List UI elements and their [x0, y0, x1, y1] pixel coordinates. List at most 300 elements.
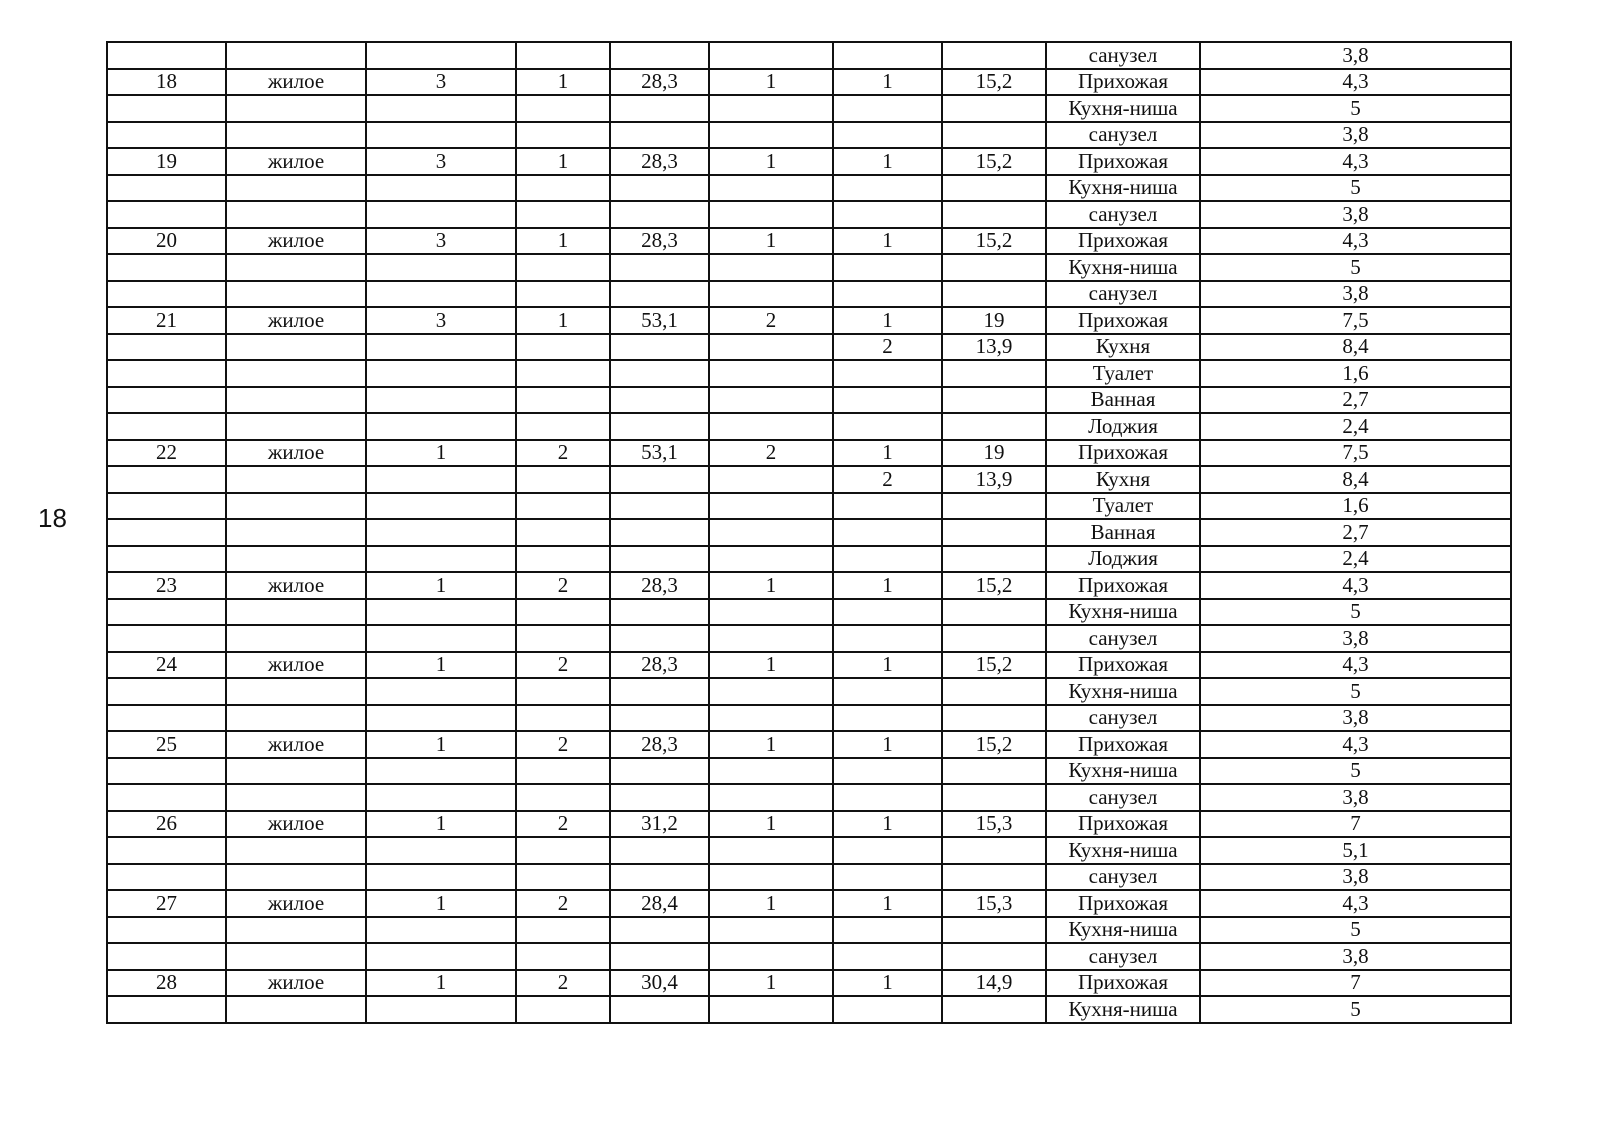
cell-apt-no — [107, 519, 226, 546]
cell-floor: 2 — [516, 652, 610, 679]
cell-aux-room-area: 5 — [1200, 917, 1511, 944]
cell-room-area: 15,2 — [942, 572, 1046, 599]
cell-aux-room-area: 4,3 — [1200, 69, 1511, 96]
cell-apt-no — [107, 254, 226, 281]
cell-apt-no — [107, 466, 226, 493]
cell-floor: 2 — [516, 440, 610, 467]
cell-total-area — [610, 42, 709, 69]
cell-aux-room-area: 2,4 — [1200, 546, 1511, 573]
cell-rooms-count: 1 — [709, 890, 833, 917]
cell-room-area — [942, 201, 1046, 228]
cell-room-no: 1 — [833, 228, 942, 255]
cell-apt-no — [107, 334, 226, 361]
cell-total-area: 28,3 — [610, 148, 709, 175]
table-row — [107, 837, 1511, 864]
cell-room-no — [833, 546, 942, 573]
cell-total-area: 28,4 — [610, 890, 709, 917]
cell-room-no: 1 — [833, 970, 942, 997]
table-row — [107, 599, 1511, 626]
cell-section — [366, 625, 516, 652]
cell-purpose: жилое — [226, 307, 366, 334]
cell-floor: 2 — [516, 572, 610, 599]
cell-aux-room-area: 5 — [1200, 599, 1511, 626]
cell-total-area — [610, 281, 709, 308]
cell-floor — [516, 943, 610, 970]
cell-floor — [516, 837, 610, 864]
table-row — [107, 917, 1511, 944]
table-row — [107, 678, 1511, 705]
table-row — [107, 493, 1511, 520]
cell-purpose: жилое — [226, 970, 366, 997]
cell-room-area — [942, 42, 1046, 69]
cell-floor: 1 — [516, 69, 610, 96]
cell-floor — [516, 678, 610, 705]
cell-rooms-count — [709, 546, 833, 573]
cell-aux-room-area: 3,8 — [1200, 705, 1511, 732]
cell-aux-room-name: Кухня-ниша — [1046, 758, 1200, 785]
cell-room-no: 1 — [833, 731, 942, 758]
cell-total-area — [610, 625, 709, 652]
cell-aux-room-name: Прихожая — [1046, 148, 1200, 175]
cell-floor — [516, 784, 610, 811]
cell-total-area: 53,1 — [610, 307, 709, 334]
cell-rooms-count — [709, 599, 833, 626]
cell-room-area — [942, 864, 1046, 891]
cell-rooms-count — [709, 837, 833, 864]
cell-aux-room-name: Кухня-ниша — [1046, 837, 1200, 864]
cell-room-no — [833, 943, 942, 970]
cell-room-no — [833, 705, 942, 732]
cell-floor: 1 — [516, 307, 610, 334]
cell-total-area — [610, 334, 709, 361]
cell-purpose — [226, 996, 366, 1023]
cell-room-no: 1 — [833, 652, 942, 679]
cell-section — [366, 334, 516, 361]
cell-rooms-count — [709, 42, 833, 69]
cell-floor — [516, 42, 610, 69]
cell-section — [366, 493, 516, 520]
cell-apt-no: 25 — [107, 731, 226, 758]
cell-purpose: жилое — [226, 440, 366, 467]
cell-total-area — [610, 758, 709, 785]
cell-rooms-count — [709, 996, 833, 1023]
cell-aux-room-name: санузел — [1046, 784, 1200, 811]
cell-purpose — [226, 599, 366, 626]
cell-section: 1 — [366, 652, 516, 679]
cell-rooms-count — [709, 334, 833, 361]
cell-aux-room-area: 3,8 — [1200, 122, 1511, 149]
cell-floor: 2 — [516, 731, 610, 758]
cell-aux-room-area: 5 — [1200, 95, 1511, 122]
cell-aux-room-name: Туалет — [1046, 360, 1200, 387]
cell-aux-room-name: Кухня-ниша — [1046, 917, 1200, 944]
cell-apt-no — [107, 546, 226, 573]
cell-aux-room-name: Прихожая — [1046, 69, 1200, 96]
cell-total-area — [610, 387, 709, 414]
cell-aux-room-area: 5 — [1200, 254, 1511, 281]
cell-floor — [516, 758, 610, 785]
cell-room-area — [942, 360, 1046, 387]
cell-apt-no — [107, 943, 226, 970]
table-row — [107, 519, 1511, 546]
cell-rooms-count — [709, 705, 833, 732]
cell-apt-no — [107, 784, 226, 811]
cell-aux-room-name: Прихожая — [1046, 307, 1200, 334]
cell-aux-room-name: Прихожая — [1046, 890, 1200, 917]
cell-room-area: 13,9 — [942, 334, 1046, 361]
cell-aux-room-name: Кухня — [1046, 334, 1200, 361]
cell-rooms-count — [709, 493, 833, 520]
cell-purpose: жилое — [226, 731, 366, 758]
cell-apt-no — [107, 864, 226, 891]
cell-purpose: жилое — [226, 652, 366, 679]
cell-rooms-count: 1 — [709, 228, 833, 255]
cell-room-no — [833, 493, 942, 520]
cell-section — [366, 360, 516, 387]
cell-purpose — [226, 42, 366, 69]
cell-apt-no — [107, 122, 226, 149]
cell-aux-room-name: санузел — [1046, 943, 1200, 970]
cell-section: 3 — [366, 307, 516, 334]
cell-rooms-count: 1 — [709, 572, 833, 599]
cell-apt-no — [107, 599, 226, 626]
cell-total-area — [610, 360, 709, 387]
table-row — [107, 784, 1511, 811]
cell-aux-room-name: Прихожая — [1046, 811, 1200, 838]
cell-floor: 2 — [516, 811, 610, 838]
cell-section — [366, 996, 516, 1023]
table-row — [107, 466, 1511, 493]
cell-aux-room-area: 4,3 — [1200, 652, 1511, 679]
cell-purpose — [226, 413, 366, 440]
cell-section: 3 — [366, 69, 516, 96]
cell-purpose — [226, 837, 366, 864]
cell-total-area: 53,1 — [610, 440, 709, 467]
cell-aux-room-area: 3,8 — [1200, 864, 1511, 891]
table-row — [107, 705, 1511, 732]
cell-rooms-count: 2 — [709, 307, 833, 334]
cell-apt-no — [107, 201, 226, 228]
cell-aux-room-area: 1,6 — [1200, 493, 1511, 520]
cell-room-no — [833, 360, 942, 387]
table-row — [107, 95, 1511, 122]
cell-room-area — [942, 784, 1046, 811]
cell-aux-room-name: Прихожая — [1046, 228, 1200, 255]
cell-rooms-count — [709, 201, 833, 228]
cell-rooms-count: 1 — [709, 970, 833, 997]
cell-section — [366, 943, 516, 970]
cell-apt-no — [107, 625, 226, 652]
cell-room-no: 2 — [833, 334, 942, 361]
cell-aux-room-name: Ванная — [1046, 387, 1200, 414]
cell-total-area — [610, 917, 709, 944]
cell-apt-no: 22 — [107, 440, 226, 467]
cell-aux-room-name: Прихожая — [1046, 652, 1200, 679]
cell-rooms-count — [709, 519, 833, 546]
cell-room-area — [942, 678, 1046, 705]
cell-aux-room-area: 3,8 — [1200, 943, 1511, 970]
cell-section — [366, 705, 516, 732]
cell-aux-room-name: санузел — [1046, 42, 1200, 69]
cell-total-area — [610, 413, 709, 440]
table-row — [107, 864, 1511, 891]
cell-total-area: 28,3 — [610, 228, 709, 255]
cell-room-area — [942, 943, 1046, 970]
cell-purpose: жилое — [226, 572, 366, 599]
cell-room-no: 1 — [833, 811, 942, 838]
cell-room-no — [833, 175, 942, 202]
table-row — [107, 625, 1511, 652]
cell-room-area — [942, 519, 1046, 546]
cell-aux-room-name: Прихожая — [1046, 970, 1200, 997]
cell-room-area — [942, 387, 1046, 414]
cell-aux-room-name: Прихожая — [1046, 440, 1200, 467]
cell-section: 1 — [366, 970, 516, 997]
table-row — [107, 652, 1511, 679]
cell-section: 1 — [366, 811, 516, 838]
cell-apt-no: 20 — [107, 228, 226, 255]
cell-aux-room-area: 2,7 — [1200, 387, 1511, 414]
cell-purpose — [226, 175, 366, 202]
cell-room-area — [942, 837, 1046, 864]
table-row — [107, 996, 1511, 1023]
cell-apt-no: 23 — [107, 572, 226, 599]
table-row — [107, 413, 1511, 440]
cell-apt-no: 19 — [107, 148, 226, 175]
cell-aux-room-area: 5 — [1200, 175, 1511, 202]
cell-room-no: 2 — [833, 466, 942, 493]
cell-room-area: 19 — [942, 440, 1046, 467]
cell-aux-room-name: Кухня-ниша — [1046, 95, 1200, 122]
cell-purpose — [226, 493, 366, 520]
cell-floor — [516, 201, 610, 228]
cell-aux-room-area: 4,3 — [1200, 731, 1511, 758]
cell-total-area: 28,3 — [610, 652, 709, 679]
cell-room-no — [833, 387, 942, 414]
cell-apt-no — [107, 837, 226, 864]
cell-purpose — [226, 334, 366, 361]
cell-room-no — [833, 519, 942, 546]
cell-total-area — [610, 519, 709, 546]
cell-floor — [516, 360, 610, 387]
cell-rooms-count — [709, 122, 833, 149]
cell-rooms-count — [709, 917, 833, 944]
cell-room-no — [833, 625, 942, 652]
cell-section — [366, 175, 516, 202]
cell-purpose — [226, 360, 366, 387]
cell-total-area — [610, 678, 709, 705]
cell-purpose: жилое — [226, 69, 366, 96]
cell-apt-no — [107, 95, 226, 122]
cell-apt-no: 27 — [107, 890, 226, 917]
cell-rooms-count: 1 — [709, 69, 833, 96]
cell-total-area: 28,3 — [610, 572, 709, 599]
cell-apt-no — [107, 281, 226, 308]
cell-floor — [516, 864, 610, 891]
cell-aux-room-name: санузел — [1046, 201, 1200, 228]
cell-section — [366, 281, 516, 308]
cell-floor — [516, 466, 610, 493]
table-row — [107, 387, 1511, 414]
cell-total-area: 28,3 — [610, 69, 709, 96]
cell-rooms-count — [709, 95, 833, 122]
cell-room-area: 15,3 — [942, 811, 1046, 838]
cell-aux-room-name: санузел — [1046, 864, 1200, 891]
cell-rooms-count — [709, 678, 833, 705]
table-row — [107, 254, 1511, 281]
cell-room-no: 1 — [833, 307, 942, 334]
cell-room-area: 14,9 — [942, 970, 1046, 997]
cell-apt-no — [107, 493, 226, 520]
cell-room-no: 1 — [833, 890, 942, 917]
cell-apt-no — [107, 360, 226, 387]
table-row — [107, 148, 1511, 175]
cell-rooms-count — [709, 784, 833, 811]
cell-room-area: 15,2 — [942, 69, 1046, 96]
cell-room-area: 15,2 — [942, 228, 1046, 255]
cell-rooms-count — [709, 360, 833, 387]
cell-rooms-count: 1 — [709, 148, 833, 175]
cell-aux-room-name: санузел — [1046, 122, 1200, 149]
table-row — [107, 69, 1511, 96]
cell-total-area — [610, 175, 709, 202]
cell-aux-room-area: 5 — [1200, 996, 1511, 1023]
cell-apt-no: 21 — [107, 307, 226, 334]
cell-apt-no — [107, 42, 226, 69]
cell-rooms-count — [709, 175, 833, 202]
cell-total-area — [610, 837, 709, 864]
cell-room-no: 1 — [833, 148, 942, 175]
cell-room-no — [833, 678, 942, 705]
cell-aux-room-area: 2,7 — [1200, 519, 1511, 546]
table-row — [107, 122, 1511, 149]
table-row — [107, 943, 1511, 970]
cell-total-area: 30,4 — [610, 970, 709, 997]
cell-room-no — [833, 758, 942, 785]
cell-room-area — [942, 95, 1046, 122]
cell-purpose — [226, 678, 366, 705]
cell-room-no: 1 — [833, 440, 942, 467]
cell-section — [366, 917, 516, 944]
cell-purpose: жилое — [226, 228, 366, 255]
cell-section — [366, 466, 516, 493]
cell-purpose — [226, 201, 366, 228]
cell-floor — [516, 546, 610, 573]
cell-aux-room-area: 3,8 — [1200, 281, 1511, 308]
cell-room-no — [833, 413, 942, 440]
cell-room-area — [942, 625, 1046, 652]
cell-room-no — [833, 864, 942, 891]
cell-rooms-count: 2 — [709, 440, 833, 467]
cell-section: 3 — [366, 148, 516, 175]
cell-aux-room-area: 7 — [1200, 811, 1511, 838]
cell-floor: 2 — [516, 970, 610, 997]
cell-aux-room-name: Ванная — [1046, 519, 1200, 546]
table-row — [107, 307, 1511, 334]
cell-room-no: 1 — [833, 69, 942, 96]
cell-apt-no: 28 — [107, 970, 226, 997]
cell-purpose — [226, 705, 366, 732]
cell-aux-room-area: 3,8 — [1200, 784, 1511, 811]
cell-room-no — [833, 281, 942, 308]
cell-aux-room-area: 3,8 — [1200, 625, 1511, 652]
cell-room-no — [833, 996, 942, 1023]
cell-aux-room-area: 4,3 — [1200, 228, 1511, 255]
cell-floor — [516, 175, 610, 202]
cell-aux-room-name: Кухня — [1046, 466, 1200, 493]
cell-purpose: жилое — [226, 890, 366, 917]
cell-floor — [516, 625, 610, 652]
cell-floor — [516, 493, 610, 520]
table-row — [107, 440, 1511, 467]
cell-total-area — [610, 466, 709, 493]
cell-aux-room-area: 5 — [1200, 758, 1511, 785]
cell-floor: 1 — [516, 148, 610, 175]
cell-section — [366, 413, 516, 440]
cell-apt-no — [107, 175, 226, 202]
cell-room-area: 15,2 — [942, 652, 1046, 679]
cell-section — [366, 599, 516, 626]
cell-apt-no — [107, 387, 226, 414]
cell-purpose — [226, 122, 366, 149]
cell-room-area: 15,2 — [942, 731, 1046, 758]
cell-rooms-count — [709, 387, 833, 414]
cell-room-area — [942, 996, 1046, 1023]
cell-purpose — [226, 254, 366, 281]
cell-purpose — [226, 758, 366, 785]
cell-aux-room-area: 7 — [1200, 970, 1511, 997]
cell-section: 1 — [366, 731, 516, 758]
table-row — [107, 201, 1511, 228]
cell-aux-room-area: 1,6 — [1200, 360, 1511, 387]
table-row — [107, 811, 1511, 838]
cell-section — [366, 519, 516, 546]
table-row — [107, 546, 1511, 573]
cell-section — [366, 837, 516, 864]
cell-purpose — [226, 917, 366, 944]
cell-aux-room-name: Лоджия — [1046, 546, 1200, 573]
cell-apt-no — [107, 996, 226, 1023]
cell-floor: 2 — [516, 890, 610, 917]
cell-floor — [516, 95, 610, 122]
cell-aux-room-area: 4,3 — [1200, 890, 1511, 917]
cell-aux-room-name: Прихожая — [1046, 572, 1200, 599]
cell-room-area — [942, 705, 1046, 732]
cell-floor — [516, 519, 610, 546]
cell-room-area — [942, 413, 1046, 440]
cell-purpose — [226, 281, 366, 308]
cell-total-area — [610, 784, 709, 811]
cell-purpose: жилое — [226, 148, 366, 175]
table-row — [107, 175, 1511, 202]
page-number: 18 — [38, 503, 67, 533]
cell-floor — [516, 281, 610, 308]
cell-section — [366, 122, 516, 149]
cell-aux-room-area: 7,5 — [1200, 440, 1511, 467]
cell-apt-no — [107, 758, 226, 785]
cell-room-area: 19 — [942, 307, 1046, 334]
table-row — [107, 281, 1511, 308]
cell-section: 1 — [366, 572, 516, 599]
cell-apt-no: 18 — [107, 69, 226, 96]
cell-section — [366, 254, 516, 281]
cell-section: 1 — [366, 890, 516, 917]
cell-rooms-count — [709, 254, 833, 281]
cell-rooms-count: 1 — [709, 652, 833, 679]
cell-purpose — [226, 95, 366, 122]
cell-purpose — [226, 784, 366, 811]
cell-aux-room-name: Кухня-ниша — [1046, 599, 1200, 626]
